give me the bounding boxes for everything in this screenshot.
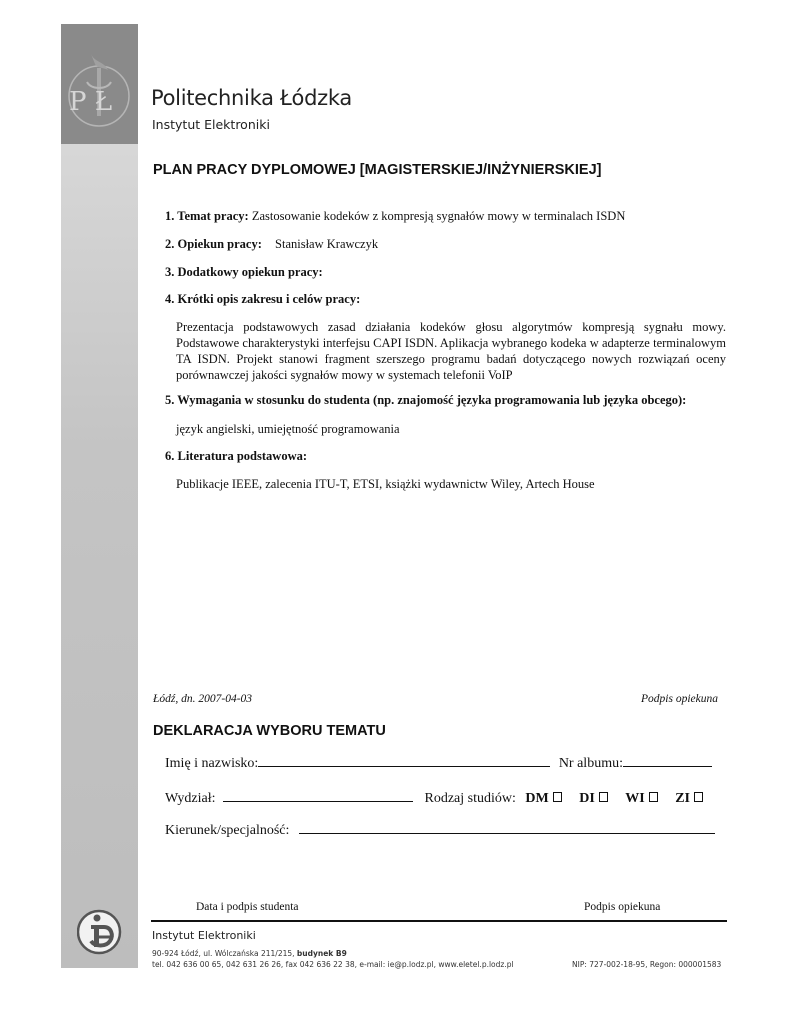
item-description-label: 4. Krótki opis zakresu i celów pracy:	[165, 292, 361, 306]
checkbox-icon[interactable]	[599, 792, 608, 802]
university-emblem-icon	[61, 24, 138, 144]
footer-street: 90-924 Łódź, ul. Wólczańska 211/215,	[152, 949, 297, 958]
side-band	[61, 24, 138, 968]
item-literature	[165, 449, 307, 464]
university-name: Politechnika Łódzka	[151, 86, 352, 110]
item-supervisor-label: 2. Opiekun pracy:	[165, 237, 262, 251]
item-literature-label: 6. Literatura podstawowa:	[165, 449, 308, 463]
description-text: Prezentacja podstawowych zasad działania kodeków głosu algorytmów kompresją sygnału mowy. Podstawowe charakterystyki interfejsu CAPI ISDN. Aplikacja wybranego kodeka w adapterze terminalowym TA ISDN. Projekt stanowi fragment szerszego programu badań dotyczącego nowych rozwiązań oceny porównawczej jakości sygnałów mowy w systemach telefonii VoIP	[176, 320, 726, 382]
footer-institute: Instytut Elektroniki	[152, 929, 256, 942]
major-field[interactable]	[299, 820, 715, 834]
faculty-field[interactable]	[223, 788, 413, 802]
faculty-label: Wydział:	[165, 791, 216, 806]
item-requirements	[165, 393, 686, 408]
checkbox-icon[interactable]	[694, 792, 703, 802]
footer-contact: tel. 042 636 00 65, 042 631 26 26, fax 042 636 22 38, e-mail: ie@p.lodz.pl, www.eletel.p.lodz.pl	[152, 960, 514, 969]
checkbox-icon[interactable]	[649, 792, 658, 802]
university-logo	[61, 24, 138, 144]
declaration-title: DEKLARACJA WYBORU TEMATU	[153, 723, 386, 739]
album-field[interactable]	[623, 753, 712, 767]
requirements-text: język angielski, umiejętność programowania	[176, 422, 400, 436]
album-label: Nr albumu:	[558, 756, 623, 771]
name-label: Imię i nazwisko:	[165, 756, 259, 771]
name-field[interactable]	[258, 753, 550, 767]
logo-letters: P Ł	[69, 87, 113, 117]
institute-logo	[77, 905, 125, 964]
item-topic-value: Zastosowanie kodeków z kompresją sygnałów mowy w terminalach ISDN	[251, 209, 626, 223]
checkbox-icon[interactable]	[553, 792, 562, 802]
study-type-label: Rodzaj studiów:	[424, 791, 516, 806]
institute-emblem-icon	[77, 905, 125, 959]
place-date: Łódź, dn. 2007-04-03	[153, 693, 253, 705]
major-row	[165, 820, 715, 839]
faculty-row	[165, 788, 703, 807]
study-option-wi[interactable]: WI	[625, 791, 657, 806]
literature-text: Publikacje IEEE, zalecenia ITU-T, ETSI, książki wydawnictw Wiley, Artech House	[176, 477, 595, 491]
footer-divider	[151, 920, 727, 922]
supervisor-signature-label: Podpis opiekuna	[641, 693, 718, 705]
study-option-zi[interactable]: ZI	[675, 791, 703, 806]
footer-building: budynek B9	[296, 949, 347, 958]
study-option-di[interactable]: DI	[579, 791, 608, 806]
item-additional-supervisor-label: 3. Dodatkowy opiekun pracy:	[165, 265, 323, 279]
institute-name: Instytut Elektroniki	[152, 117, 270, 132]
plan-title: PLAN PRACY DYPLOMOWEJ [MAGISTERSKIEJ/INŻYNIERSKIEJ]	[153, 162, 602, 178]
footer-nip: NIP: 727-002-18-95, Regon: 000001583	[572, 960, 722, 969]
item-requirements-label: 5. Wymagania w stosunku do studenta (np. znajomość języka programowania lub języka obcego):	[165, 393, 687, 407]
item-topic-label: 1. Temat pracy:	[165, 209, 249, 223]
item-topic	[165, 209, 625, 224]
student-signature-label: Data i podpis studenta	[196, 901, 299, 913]
major-label: Kierunek/specjalność:	[165, 823, 290, 838]
item-additional-supervisor	[165, 265, 323, 280]
study-option-dm[interactable]: DM	[525, 791, 561, 806]
item-supervisor-value: Stanisław Krawczyk	[275, 237, 379, 251]
item-supervisor	[165, 237, 378, 252]
supervisor-signature-label-2: Podpis opiekuna	[584, 901, 661, 913]
item-description	[165, 292, 360, 307]
footer-address	[152, 949, 347, 958]
name-row	[165, 753, 712, 772]
